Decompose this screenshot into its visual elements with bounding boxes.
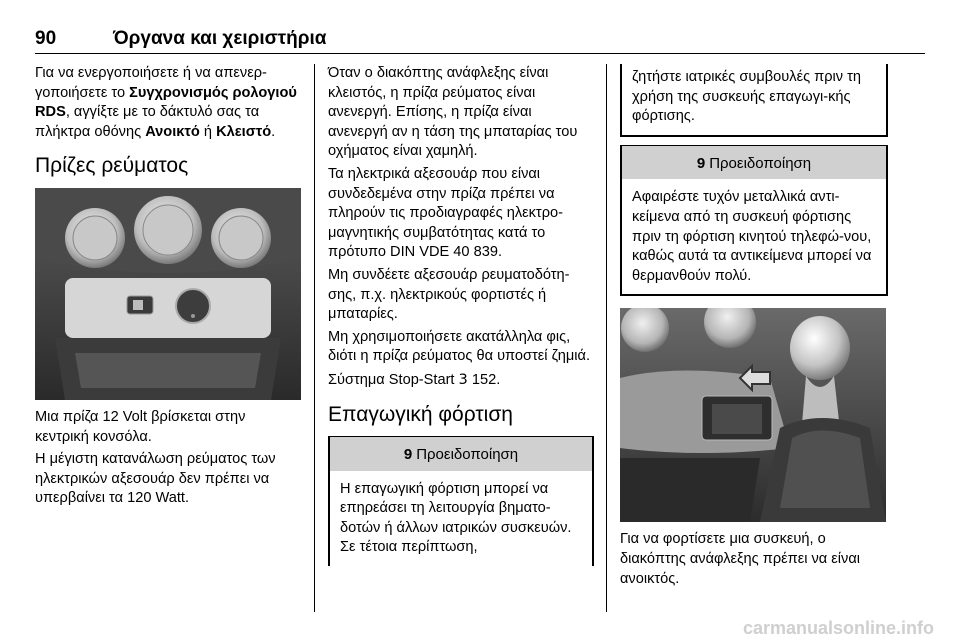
column-divider	[606, 64, 607, 612]
column-3	[620, 64, 888, 592]
section-title-inductive-charging: Επαγωγική φόρτιση	[328, 402, 513, 426]
paragraph: Μη χρησιμοποιήσετε ακατάλληλα φις, διότι η πρίζα ρεύματος θα υποστεί ζημιά.	[328, 328, 591, 365]
power-outlet-photo	[35, 188, 301, 400]
arrow-icon: 3	[458, 370, 468, 388]
page-title: Όργανα και χειριστήρια	[113, 28, 327, 49]
warning-icon: 9	[403, 446, 413, 464]
column-divider	[314, 64, 315, 612]
warning-box	[620, 145, 888, 297]
warning-icon: 9	[696, 154, 706, 172]
warning-box	[328, 436, 594, 566]
warning-text: Αφαιρέστε τυχόν μεταλλικά αντι-κείμενα από τη συσκευή φόρτισης πριν τη φόρτιση κινητού τηλεφώ-νου, καθώς αυτά τα αντικείμενα μπορεί να θερμανθούν πολύ.	[632, 189, 872, 284]
stop-start-reference: Σύστημα Stop-Start 3 152.	[328, 370, 501, 388]
warning-continuation: ζητήστε ιατρικές συμβουλές πριν τη χρήση της συσκευής επαγωγι-κής φόρτισης.	[620, 64, 888, 137]
inductive-charging-photo	[620, 308, 886, 522]
paragraph: Μη συνδέετε αξεσουάρ ρευματοδότη-σης, π.χ. ηλεκτρικούς φορτιστές ή μπαταρίες.	[328, 266, 570, 323]
warning-header: 9 Προειδοποίηση	[330, 436, 592, 471]
warning-header: 9 Προειδοποίηση	[622, 145, 886, 180]
paragraph: Όταν ο διακόπτης ανάφλεξης είναι κλειστός, η πρίζα ρεύματος είναι ανενεργή. Επίσης, η πρίζα είναι ανενεργή αν η τάση της μπαταρίας του οχήματος είναι χαμηλή.	[328, 65, 578, 160]
paragraph: Τα ηλεκτρικά αξεσουάρ που είναι συνδεδεμένα στην πρίζα πρέπει να πληρούν τις προδιαγραφές ηλεκτρο-μαγνητικής συμβατότητας κατά το πρότυπο DIN VDE 40 839.	[328, 165, 563, 261]
column-1	[35, 64, 301, 512]
charging-caption: Για να φορτίσετε μια συσκευή, ο διακόπτης ανάφλεξης πρέπει να είναι ανοικτός.	[620, 531, 861, 587]
watermark: carmanualsonline.info	[742, 618, 934, 638]
warning-text: Η επαγωγική φόρτιση μπορεί να επηρεάσει τη λειτουργία βηματο-δοτών ή άλλων ιατρικών συσκευών. Σε τέτοια περίπτωση,	[340, 480, 572, 556]
intro-paragraph: Για να ενεργοποιήσετε ή να απενερ-γοποιήσετε το Συγχρονισμός ρολογιού RDS, αγγίξτε με το δάκτυλό σας τα πλήκτρα οθόνης Ανοικτό ή Κλειστό.	[35, 65, 297, 140]
section-title-power-outlets: Πρίζες ρεύματος	[35, 154, 189, 178]
outlet-caption: Μια πρίζα 12 Volt βρίσκεται στην κεντρική κονσόλα.	[35, 408, 246, 445]
page-number: 90	[35, 28, 57, 49]
column-2	[328, 64, 594, 566]
max-power-text: Η μέγιστη κατανάλωση ρεύματος των ηλεκτρικών αξεσουάρ δεν πρέπει να υπερβαίνει τα 120 Watt.	[35, 451, 276, 507]
page-header	[35, 28, 925, 54]
